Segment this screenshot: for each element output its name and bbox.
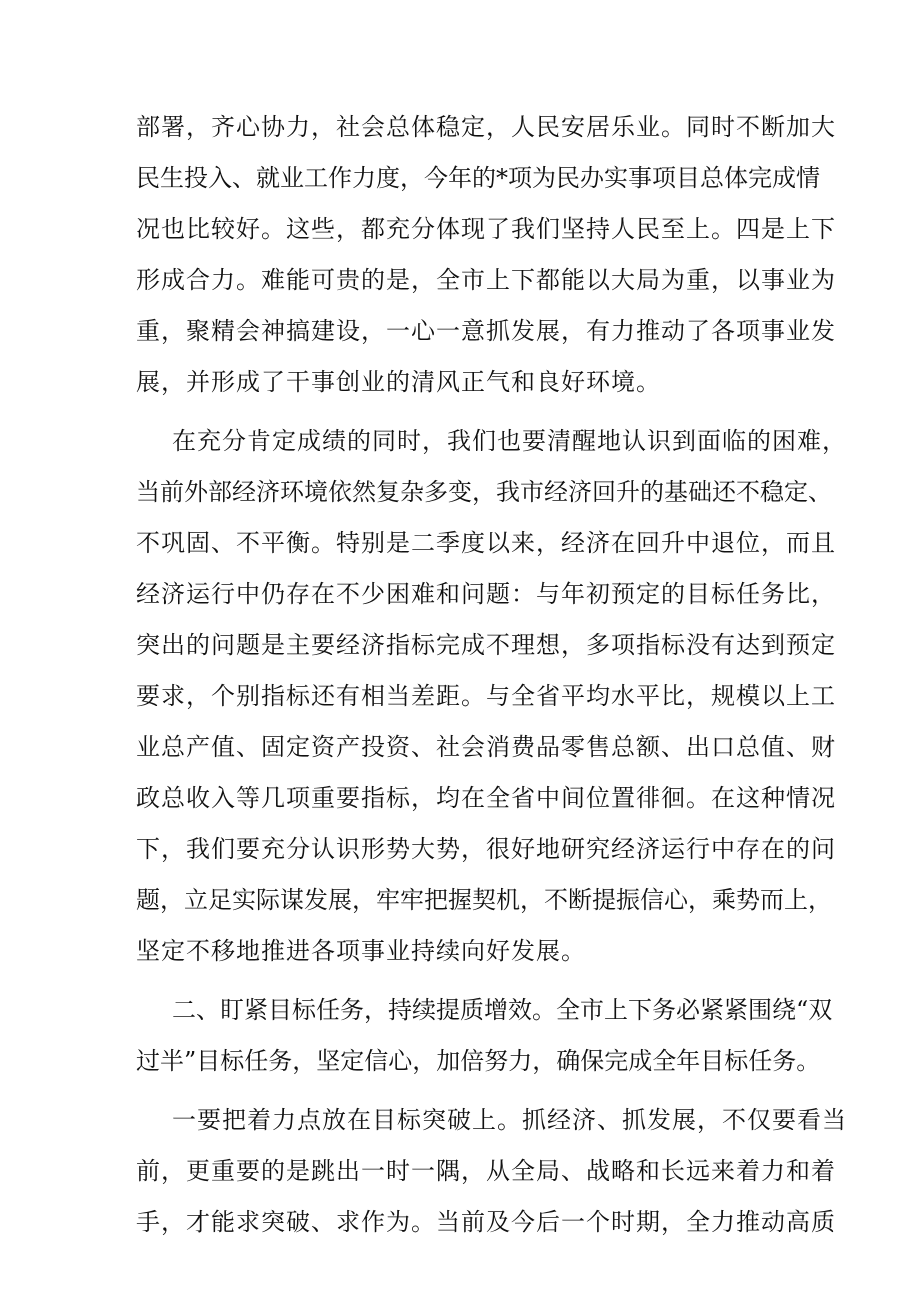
text-line: 过半”目标任务，坚定信心，加倍努力，确保完成全年目标任务。 (136, 1047, 821, 1075)
text-line: 前，更重要的是跳出一时一隅，从全局、战略和长远来着力和着 (136, 1157, 836, 1185)
text-line: 民生投入、就业工作力度，今年的*项为民办实事项目总体完成情 (136, 164, 820, 192)
text-line: 当前外部经济环境依然复杂多变，我市经济回升的基础还不稳定、 (136, 478, 832, 506)
section-heading-line: 二、盯紧目标任务，持续提质增效。全市上下务必紧紧围绕“双 (172, 996, 833, 1024)
text-line: 政总收入等几项重要指标，均在全省中间位置徘徊。在这种情况 (136, 784, 836, 812)
text-line: 业总产值、固定资产投资、社会消费品零售总额、出口总值、财 (136, 733, 836, 761)
text-line: 重，聚精会神搞建设，一心一意抓发展，有力推动了各项事业发 (136, 317, 836, 345)
text-line: 不巩固、不平衡。特别是二季度以来，经济在回升中退位，而且 (136, 529, 836, 557)
text-line: 下，我们要充分认识形势大势，很好地研究经济运行中存在的问 (136, 835, 836, 863)
text-line: 题，立足实际谋发展，牢牢把握契机，不断提振信心，乘势而上， (136, 886, 832, 914)
text-line: 坚定不移地推进各项事业持续向好发展。 (136, 937, 586, 965)
text-line: 要求，个别指标还有相当差距。与全省平均水平比，规模以上工 (136, 682, 836, 710)
text-line: 突出的问题是主要经济指标完成不理想，多项指标没有达到预定 (136, 631, 836, 659)
text-line: 在充分肯定成绩的同时，我们也要清醒地认识到面临的困难， (172, 427, 847, 455)
text-line: 经济运行中仍存在不少困难和问题：与年初预定的目标任务比， (136, 580, 836, 608)
text-line: 部署，齐心协力，社会总体稳定，人民安居乐业。同时不断加大 (136, 113, 836, 141)
text-line: 展，并形成了干事创业的清风正气和良好环境。 (136, 368, 661, 396)
text-line: 手，才能求突破、求作为。当前及今后一个时期，全力推动高质 (136, 1208, 836, 1236)
text-line: 形成合力。难能可贵的是，全市上下都能以大局为重，以事业为 (136, 266, 836, 294)
text-line: 况也比较好。这些，都充分体现了我们坚持人民至上。四是上下 (136, 215, 836, 243)
text-line: 一要把着力点放在目标突破上。抓经济、抓发展，不仅要看当 (172, 1106, 847, 1134)
